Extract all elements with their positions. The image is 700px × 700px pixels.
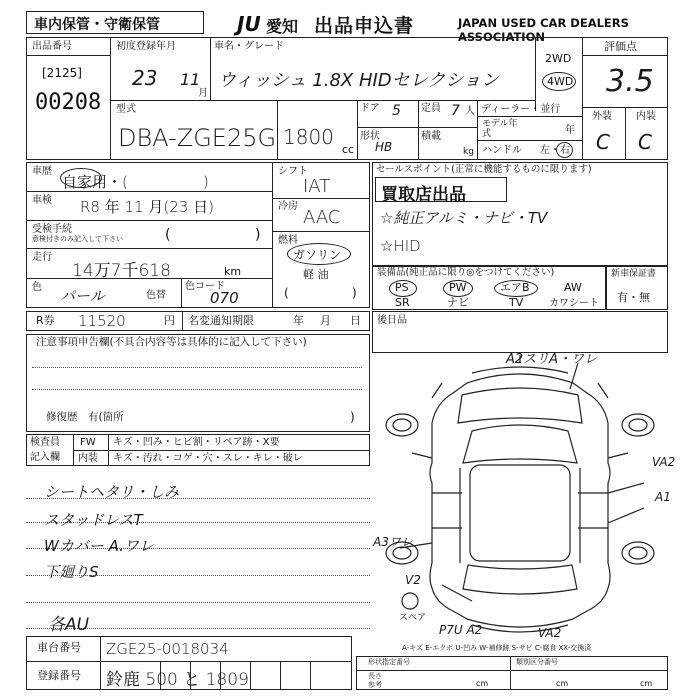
- cap-unit: 人: [465, 106, 475, 117]
- fuel-paren-close: ): [352, 286, 357, 300]
- equip-pw-circle: [443, 280, 473, 297]
- later-label: 後日品: [377, 315, 407, 326]
- score-value: 3.5: [606, 64, 654, 99]
- fuel-circle: [287, 243, 351, 265]
- form-title: 出品申込書: [314, 15, 415, 37]
- footer-cm1: cm: [476, 679, 489, 688]
- car-diagram: [372, 353, 668, 643]
- diag-note1: A2スリA・ワレ: [506, 352, 598, 367]
- history-label: 車歴: [32, 166, 52, 177]
- cool-value: AAC: [303, 207, 341, 228]
- vin-label: 車台番号: [37, 641, 81, 654]
- shape-label: 形状: [360, 131, 380, 142]
- type-label: 型式: [116, 104, 136, 115]
- cap-label: 定員: [421, 103, 441, 114]
- diag-note6: P7U A2: [439, 623, 483, 637]
- reg-label: 初度登録年月: [116, 41, 176, 52]
- reg-month: 11: [180, 70, 201, 89]
- mileage-value: 14万7千618: [72, 261, 171, 281]
- score-label: 評価点: [604, 40, 637, 53]
- code-value: 070: [210, 289, 239, 307]
- handle-circle: [556, 142, 573, 158]
- color-label: 色: [32, 282, 42, 293]
- recv-note: 意検付きのみ記入して下さい: [32, 235, 123, 243]
- history-circle: [60, 168, 102, 188]
- equip-sr: SR: [395, 296, 410, 309]
- equip-pw: PW: [449, 281, 467, 294]
- lot-bracket: [2125]: [42, 66, 82, 80]
- equip-aw: AW: [564, 281, 582, 294]
- warranty-label: 新車保証書: [611, 269, 657, 279]
- diag-note4: A3ワレ: [373, 535, 413, 549]
- later-box: [372, 311, 668, 353]
- inspect-value: R8 年 11 月(23 日): [80, 198, 214, 216]
- diag-note5: V2: [405, 573, 421, 587]
- reg-month-unit: 月: [198, 88, 208, 99]
- equip-label: 装備品(純正品に限り◎をつけてください): [377, 267, 555, 278]
- weight-unit: kg: [463, 147, 474, 157]
- tax-unit: 円: [164, 314, 175, 327]
- footer-cm3: cm: [640, 679, 653, 688]
- ext-value: C: [596, 130, 610, 154]
- tone-label: 色替: [146, 290, 166, 301]
- storage-label: 車内保管・守衛保管: [34, 17, 160, 33]
- deadline-m: 月: [320, 314, 331, 327]
- handle-value: 左・右: [540, 145, 570, 156]
- diag-note2: VA2: [652, 455, 676, 469]
- weight-label: 積載: [421, 131, 441, 142]
- int-items: キズ・汚れ・コゲ・穴・スレ・キレ・破レ: [113, 453, 303, 464]
- shift-value: IAT: [303, 176, 331, 197]
- door-label: ドア: [360, 103, 380, 114]
- note-line5: 各AU: [48, 615, 90, 635]
- note-line3: Wカバー A.ワレ: [44, 537, 154, 555]
- deadline-d: 日: [350, 314, 361, 327]
- drive-circle: [542, 72, 576, 91]
- footer-l3: 長さ: [368, 672, 382, 680]
- ext-label: 外装: [592, 111, 612, 122]
- dealer-label: ディーラー・並行: [481, 104, 561, 115]
- footer-l2: 類別区分番号: [516, 658, 558, 666]
- fuel-label: 燃料: [278, 235, 298, 246]
- diag-spare: スペア: [399, 613, 427, 623]
- equip-ab: エアB: [500, 281, 530, 294]
- model-value: ウィッシュ 1.8X HIDセレクション: [218, 70, 499, 91]
- mileage-unit: km: [224, 265, 242, 278]
- sales-line1: ☆純正アルミ・ナビ・TV: [380, 209, 548, 227]
- lot-label: 出品番号: [32, 41, 72, 52]
- code-label: 色コード: [185, 281, 225, 292]
- fw-items: キズ・凹み・ヒビ割・リペア跡・X要: [113, 437, 280, 448]
- mileage-label: 走行: [32, 252, 52, 263]
- footer-cm2: cm: [556, 679, 569, 688]
- fuel-value: ガソリン: [293, 248, 342, 262]
- plate-value: 鈴鹿 500 と 1809: [106, 670, 249, 690]
- int-label: 内装: [636, 111, 656, 122]
- equip-ab-circle: [494, 280, 538, 297]
- model-year-label: モデル年式: [482, 119, 518, 139]
- tax-value: 11520: [78, 312, 126, 330]
- type-value: DBA-ZGE25G: [118, 124, 277, 152]
- equip-ps-circle: [389, 280, 417, 297]
- history-value: 自家用・( ): [62, 173, 209, 191]
- diag-note7: VA2: [538, 626, 562, 640]
- inspector-label2: 記入欄: [30, 452, 60, 463]
- sales-line2: ☆HID: [380, 237, 421, 255]
- equip-navi: ナビ: [447, 296, 469, 309]
- recv-label: 受検手続: [32, 224, 72, 235]
- warranty-value: 有・無: [617, 291, 650, 304]
- inspector-label1: 検査員: [30, 437, 60, 448]
- note-line1: シートヘタリ・しみ: [44, 483, 180, 501]
- inspect-label: 車検: [32, 195, 52, 206]
- ju-logo: JU: [237, 12, 261, 36]
- model-label: 車名・グレード: [214, 41, 284, 52]
- fuel-paren-open: (: [284, 286, 289, 300]
- fw-label: FW: [80, 437, 96, 448]
- color-value: パール: [60, 287, 105, 305]
- footer-l4: 参考: [368, 681, 382, 689]
- sales-badge: 買取店出品: [381, 185, 466, 205]
- plate-label: 登録番号: [37, 669, 81, 682]
- note-line2: スタッドレスT: [44, 511, 143, 529]
- footer-l1: 形状指定番号: [368, 658, 410, 666]
- cool-label: 冷房: [278, 201, 298, 212]
- int-value: C: [638, 130, 652, 154]
- year-unit: 年: [565, 125, 575, 136]
- assoc-jp: 愛知: [266, 17, 299, 36]
- lot-number: 00208: [35, 90, 102, 115]
- tax-label: R券: [36, 314, 55, 327]
- recv-paren-close: ): [255, 227, 261, 243]
- assoc-en: JAPAN USED CAR DEALERS ASSOCIATION: [458, 16, 629, 44]
- recv-paren-open: (: [165, 227, 171, 243]
- cc-value: 1800: [283, 125, 334, 149]
- reg-year: 23: [132, 66, 158, 90]
- vin-value: ZGE25-0018034: [106, 640, 229, 658]
- equip-seat: カワシート: [549, 298, 599, 309]
- diag-note3: A1: [655, 490, 671, 504]
- equip-tv: TV: [509, 296, 524, 309]
- equip-ps: PS: [395, 281, 409, 294]
- deadline-label: 名変通知期限: [188, 314, 254, 327]
- drive-4wd: 4WD: [547, 75, 574, 88]
- fuel-alt: 軽 油: [303, 268, 329, 281]
- door-value: 5: [392, 103, 401, 119]
- cc-unit: cc: [342, 143, 355, 156]
- handle-label: ハンドル: [482, 145, 522, 156]
- repair-paren-close: ): [350, 410, 355, 424]
- drive-2wd: 2WD: [545, 52, 572, 65]
- sales-label: セールスポイント(正常に機能するものに限ります): [376, 164, 592, 175]
- note-line4: 下廻りS: [44, 563, 99, 581]
- shape-value: HB: [375, 140, 393, 154]
- cap-value: 7: [451, 103, 460, 119]
- diag-legend: A-キズ E-エクボ U-凹み W-補修跡 S-サビ C-腐食 XX-交換済: [402, 644, 592, 652]
- deadline-y: 年: [293, 314, 304, 327]
- int-items-label: 内装: [78, 453, 98, 464]
- repair-label: 修復歴 有(箇所: [46, 411, 124, 423]
- notes-label: 注意事項申告欄(不具合内容等は具体的に記入して下さい): [36, 336, 307, 348]
- shift-label: シフト: [278, 166, 308, 177]
